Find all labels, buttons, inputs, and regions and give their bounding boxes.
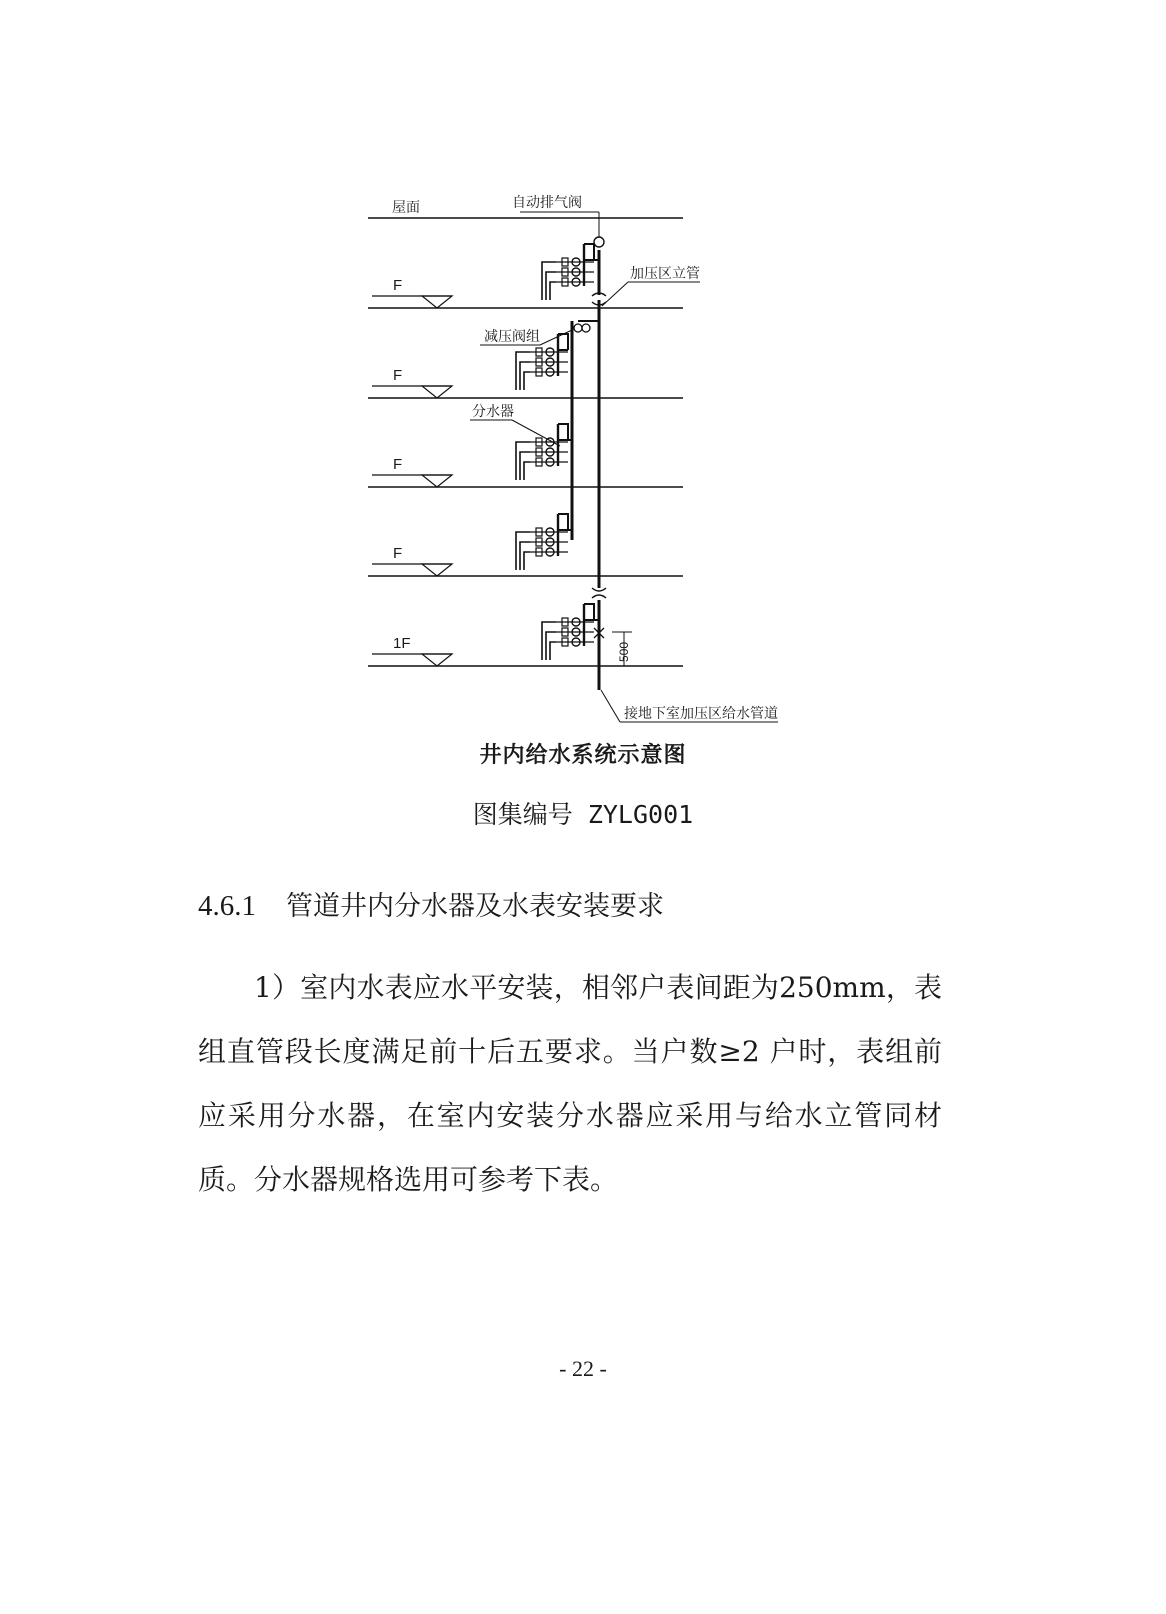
meter-set [542, 604, 594, 660]
meter-set [516, 424, 568, 480]
diagram-title: 井内给水系统示意图 [479, 743, 687, 768]
floor-label: F [393, 277, 403, 294]
floor-label: F [393, 367, 403, 384]
floor-label: F [393, 545, 403, 562]
elevation-marker [372, 296, 452, 308]
auto-vent-valve-symbol [594, 237, 604, 247]
floor-label: F [393, 456, 403, 473]
dimension-500-label: 500 [617, 641, 631, 662]
elevation-marker [372, 475, 452, 487]
elevation-marker [372, 386, 452, 398]
atlas-number: 图集编号 ZYLG001 [472, 800, 694, 829]
water-distributor-label: 分水器 [472, 404, 514, 420]
section-heading [198, 884, 664, 923]
basement-connection-label: 接地下室加压区给水管道 [624, 706, 778, 722]
roof-label: 屋面 [392, 200, 420, 216]
section-title: 管道井内分水器及水表安装要求 [286, 891, 664, 922]
meter-set [516, 514, 568, 570]
floor-label: 1F [393, 635, 411, 652]
elevation-marker [372, 654, 452, 666]
meter-set [542, 244, 594, 300]
section-number: 4.6.1 [198, 890, 256, 922]
page-number: - 22 - [559, 1356, 607, 1381]
auto-vent-valve-label: 自动排气阀 [512, 195, 582, 211]
body-paragraph: 1）室内水表应水平安装，相邻户表间距为250mm，表组直管段长度满足前十后五要求。当户数≥2 户时，表组前应采用分水器，在室内安装分水器应采用与给水立管同材质。分水器规格选用可参考下表。 [198, 971, 942, 1196]
prv-group-label: 减压阀组 [484, 329, 540, 345]
elevation-marker [372, 564, 452, 576]
pressurized-riser-label: 加压区立管 [630, 266, 700, 282]
water-supply-system-diagram [0, 0, 1166, 760]
